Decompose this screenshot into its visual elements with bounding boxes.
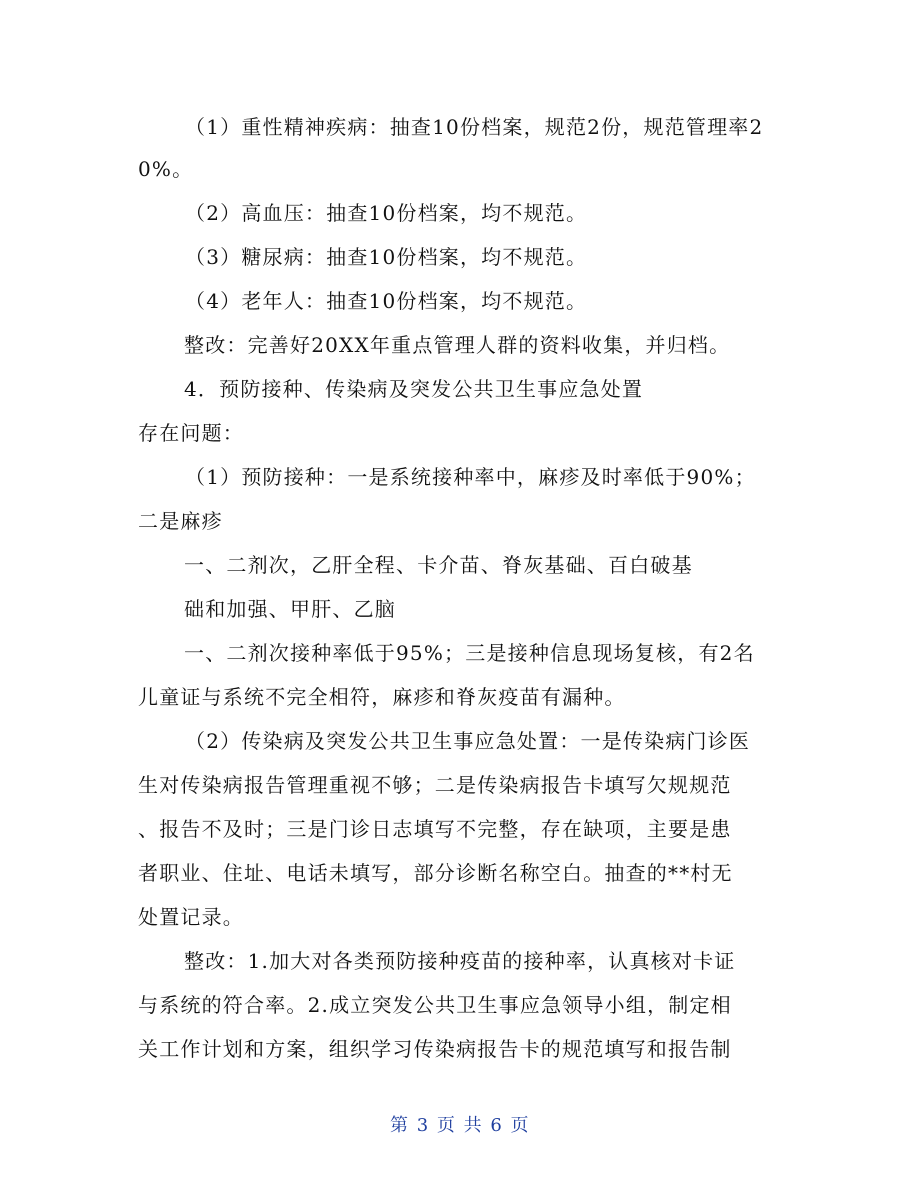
body-line: 、报告不及时；三是门诊日志填写不完整，存在缺项，主要是患: [138, 817, 732, 841]
body-line: （2）高血压：抽查10份档案，均不规范。: [185, 201, 588, 225]
body-line: 础和加强、甲肝、乙脑: [184, 597, 396, 621]
body-line: 儿童证与系统不完全相符，麻疹和脊灰疫苗有漏种。: [138, 685, 626, 709]
page-number-footer: 第 3 页 共 6 页: [389, 1115, 530, 1136]
body-line: 与系统的符合率。2.成立突发公共卫生事应急领导小组，制定相: [138, 993, 732, 1017]
body-line: （3）糖尿病：抽查10份档案，均不规范。: [185, 245, 588, 269]
body-line: 二是麻疹: [138, 509, 223, 533]
section-heading: 4．预防接种、传染病及突发公共卫生事应急处置: [184, 377, 644, 401]
body-line: （1）预防接种：一是系统接种率中，麻疹及时率低于90%；: [185, 465, 756, 489]
body-line: 0%。: [138, 157, 194, 181]
body-line: 存在问题：: [138, 421, 244, 445]
body-line: 一、二剂次，乙肝全程、卡介苗、脊灰基础、百白破基: [184, 553, 693, 577]
body-line: （2）传染病及突发公共卫生事应急处置：一是传染病门诊医: [185, 729, 751, 753]
body-line: 一、二剂次接种率低于95%；三是接种信息现场复核，有2名: [184, 641, 755, 665]
body-line: 整改：完善好20XX年重点管理人群的资料收集，并归档。: [184, 333, 731, 357]
body-line: 生对传染病报告管理重视不够；二是传染病报告卡填写欠规规范: [138, 773, 732, 797]
body-line: （1）重性精神疾病：抽查10份档案，规范2份，规范管理率2: [185, 115, 764, 139]
body-line: 处置记录。: [138, 905, 244, 929]
body-line: （4）老年人：抽查10份档案，均不规范。: [185, 289, 588, 313]
body-line: 整改：1.加大对各类预防接种疫苗的接种率，认真核对卡证: [184, 949, 736, 973]
body-line: 者职业、住址、电话未填写，部分诊断名称空白。抽查的**村无: [138, 861, 733, 885]
body-line: 关工作计划和方案，组织学习传染病报告卡的规范填写和报告制: [138, 1037, 732, 1061]
